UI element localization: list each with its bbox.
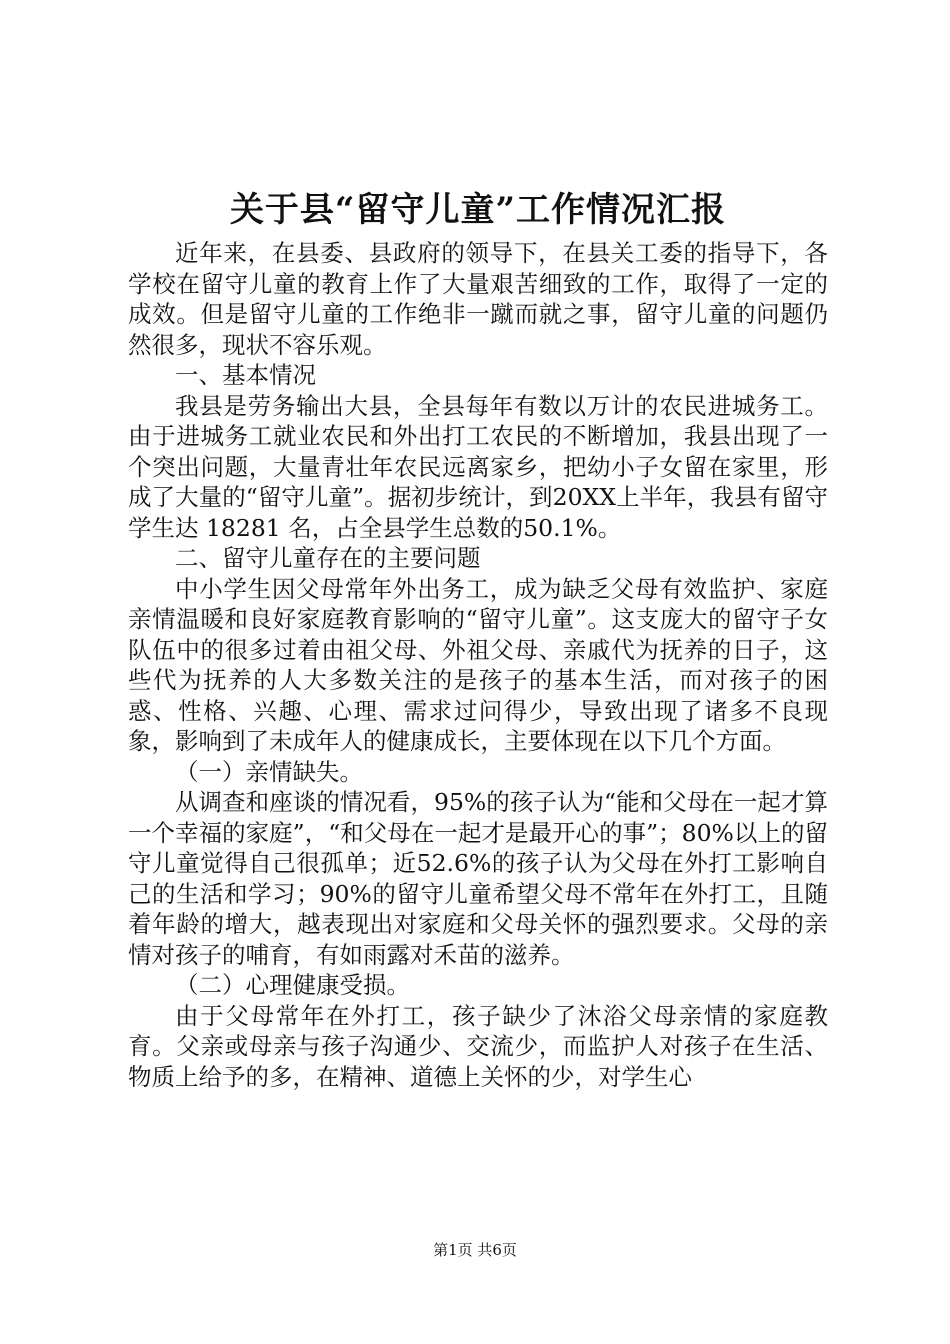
section-heading-basic: 一、基本情况 — [175, 361, 316, 389]
subsection-body-mental-health: 由于父母常年在外打工，孩子缺少了沐浴父母亲情的家庭教育。父亲或母亲与孩子沟通少、交流少，而监护人对孩子在生活、物质上给予的多，在精神、道德上关怀的少，对学生心 — [128, 1001, 828, 1091]
section-body-problems: 中小学生因父母常年外出务工，成为缺乏父母有效监护、家庭亲情温暖和良好家庭教育影响的“留守儿童”。这支庞大的留守子女队伍中的很多过着由祖父母、外祖父母、亲戚代为抚养的日子，这些代为抚养的人大多数关注的是孩子的基本生活，而对孩子的困惑、性格、兴趣、心理、需求过问得少，导致出现了诸多不良现象，影响到了未成年人的健康成长，主要体现在以下几个方面。 — [128, 574, 828, 755]
subsection-heading-mental-health: （二）心理健康受损。 — [175, 971, 410, 999]
document-title: 关于县“留守儿童”工作情况汇报 — [229, 190, 727, 230]
page-number-footer: 第1页 共6页 — [433, 1241, 517, 1259]
subsection-heading-affection: （一）亲情缺失。 — [175, 757, 363, 786]
section-heading-problems: 二、留守儿童存在的主要问题 — [175, 544, 481, 572]
intro-paragraph: 近年来，在县委、县政府的领导下，在县关工委的指导下，各学校在留守儿童的教育上作了大量艰苦细致的工作，取得了一定的成效。但是留守儿童的工作绝非一蹴而就之事，留守儿童的问题仍然很多，现状不容乐观。 — [128, 239, 828, 359]
section-body-basic: 我县是劳务输出大县，全县每年有数以万计的农民进城务工。由于进城务工就业农民和外出打工农民的不断增加，我县出现了一个突出问题，大量青壮年农民远离家乡，把幼小子女留在家里，形成了大量的“留守儿童”。据初步统计，到20XX上半年，我县有留守学生达 18281 名，占全县学生总数的50.1%。 — [128, 391, 828, 542]
document-page — [128, 186, 828, 1092]
subsection-body-affection: 从调查和座谈的情况看，95%的孩子认为“能和父母在一起才算一个幸福的家庭”，“和父母在一起才是最开心的事”；80%以上的留守儿童觉得自己很孤单；近52.6%的孩子认为父母在外打工影响自己的生活和学习；90%的留守儿童希望父母不常年在外打工，且随着年龄的增大，越表现出对家庭和父母关怀的强烈要求。父母的亲情对孩子的哺育，有如雨露对禾苗的滋养。 — [128, 788, 828, 969]
